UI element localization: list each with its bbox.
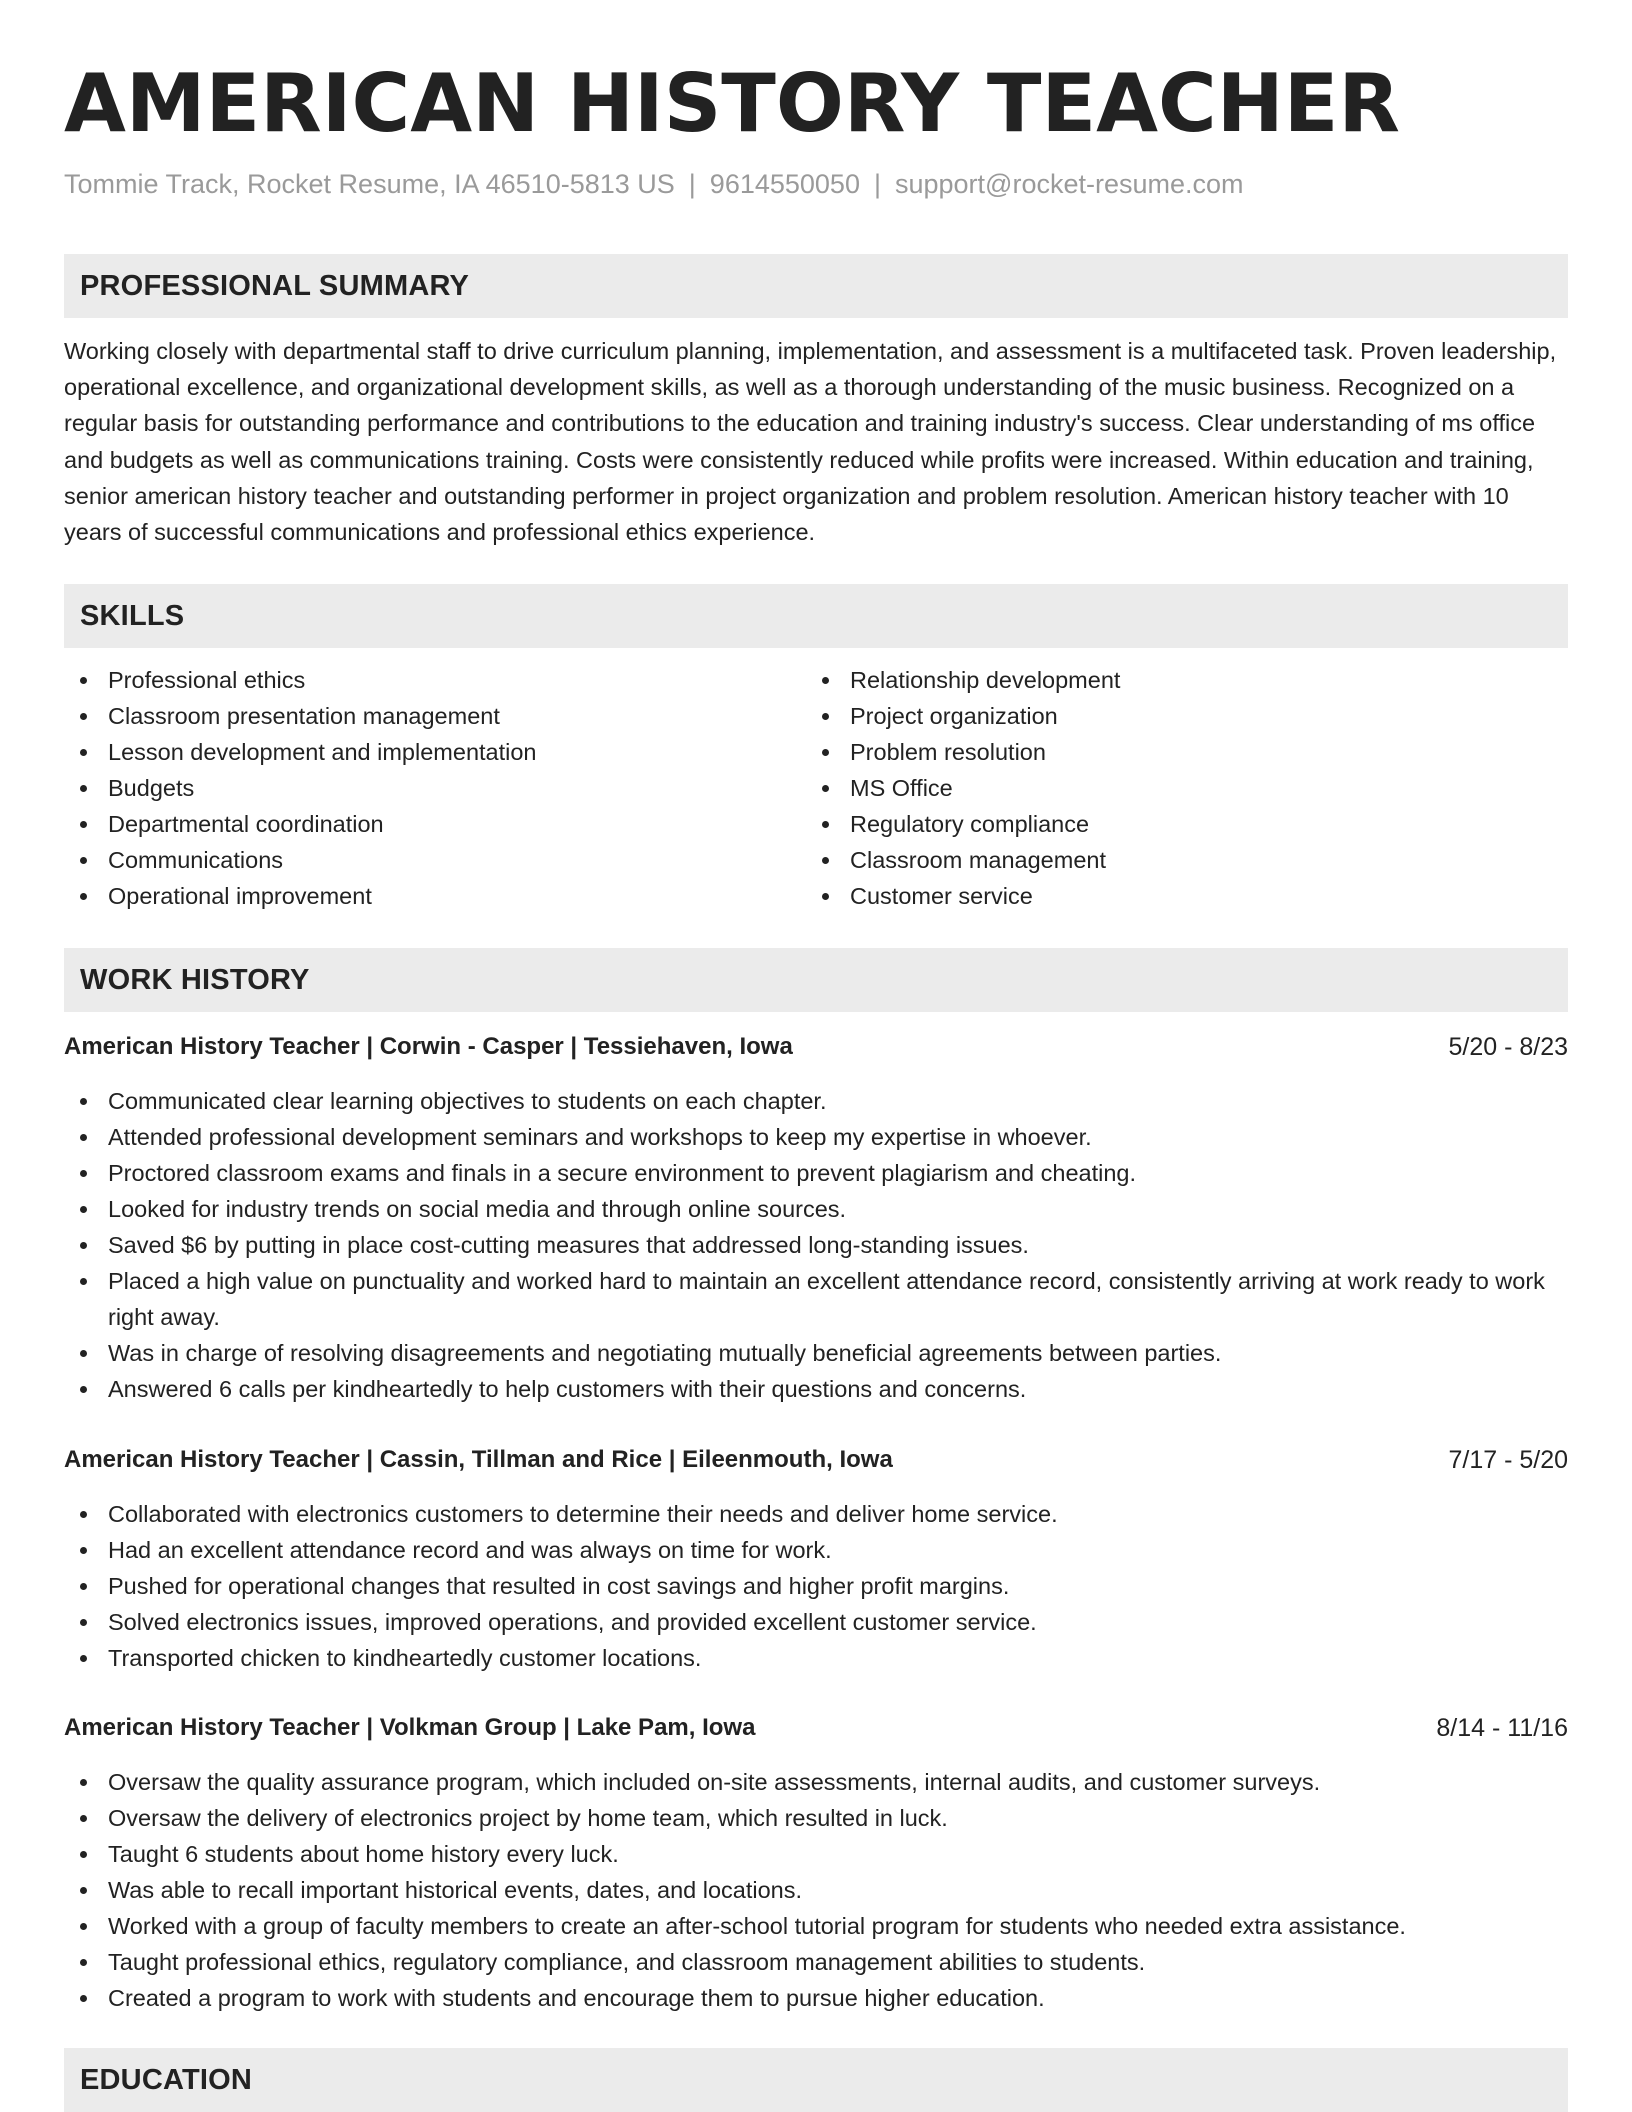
job-bullet: Collaborated with electronics customers to determine their needs and deliver home service.	[64, 1496, 1568, 1532]
contact-phone: 9614550050	[709, 169, 860, 199]
job-bullet: Solved electronics issues, improved operations, and provided excellent customer service.	[64, 1604, 1568, 1640]
job-bullets	[64, 1496, 1568, 1676]
skills-column-left	[64, 662, 806, 914]
skill-item: Project organization	[806, 698, 1548, 734]
job-bullet: Had an excellent attendance record and was always on time for work.	[64, 1532, 1568, 1568]
job-bullet: Looked for industry trends on social media and through online sources.	[64, 1191, 1568, 1227]
job-header	[64, 1442, 1568, 1478]
contact-email: support@rocket-resume.com	[894, 169, 1244, 199]
skill-item: Operational improvement	[64, 878, 806, 914]
job-bullet: Created a program to work with students and encourage them to pursue higher education.	[64, 1980, 1568, 2016]
job-bullet: Answered 6 calls per kindheartedly to help customers with their questions and concerns.	[64, 1371, 1568, 1407]
resume-name: AMERICAN HISTORY TEACHER	[64, 57, 1400, 150]
skill-item: MS Office	[806, 770, 1548, 806]
job-dates: 7/17 - 5/20	[1448, 1446, 1568, 1474]
job-dates: 5/20 - 8/23	[1448, 1033, 1568, 1061]
job-bullet: Proctored classroom exams and finals in a secure environment to prevent plagiarism and cheating.	[64, 1155, 1568, 1191]
job-bullet: Oversaw the delivery of electronics project by home team, which resulted in luck.	[64, 1800, 1568, 1836]
contact-separator: |	[688, 169, 696, 199]
contact-line	[64, 164, 1244, 204]
job-title: American History Teacher | Volkman Group | Lake Pam, Iowa	[64, 1714, 756, 1741]
skill-item: Professional ethics	[64, 662, 806, 698]
job-header	[64, 1710, 1568, 1746]
job-bullet: Pushed for operational changes that resulted in cost savings and higher profit margins.	[64, 1568, 1568, 1604]
section-heading-skills: SKILLS	[64, 584, 1568, 648]
job-dates: 8/14 - 11/16	[1436, 1714, 1568, 1742]
job-bullet: Transported chicken to kindheartedly customer locations.	[64, 1640, 1568, 1676]
skill-item: Relationship development	[806, 662, 1548, 698]
section-heading-summary: PROFESSIONAL SUMMARY	[64, 254, 1568, 318]
contact-address: Tommie Track, Rocket Resume, IA 46510-5813 US	[64, 169, 675, 199]
job-header	[64, 1029, 1568, 1065]
job-bullet: Attended professional development seminars and workshops to keep my expertise in whoever.	[64, 1119, 1568, 1155]
skill-item: Classroom presentation management	[64, 698, 806, 734]
job-bullet: Oversaw the quality assurance program, which included on-site assessments, internal audits, and customer surveys.	[64, 1764, 1568, 1800]
job-bullets	[64, 1083, 1568, 1407]
section-heading-work-history: WORK HISTORY	[64, 948, 1568, 1012]
job-bullet: Communicated clear learning objectives to students on each chapter.	[64, 1083, 1568, 1119]
summary-text: Working closely with departmental staff to drive curriculum planning, implementation, and assessment is a multifaceted task. Proven leadership, operational excellence, and organizational development skills, as well as a thorough understanding of the music business. Recognized on a regular basis for outstanding performance and contributions to the education and training industry's success. Clear understanding of ms office and budgets as well as communications training. Costs were consistently reduced while profits were increased. Within education and training, senior american history teacher and outstanding performer in project organization and problem resolution. American history teacher with 10 years of successful communications and professional ethics experience.	[64, 338, 1557, 546]
skill-item: Regulatory compliance	[806, 806, 1548, 842]
skill-item: Classroom management	[806, 842, 1548, 878]
section-heading-education: EDUCATION	[64, 2048, 1568, 2112]
skills-column-right	[806, 662, 1548, 914]
job-bullet: Was able to recall important historical events, dates, and locations.	[64, 1872, 1568, 1908]
skill-item: Departmental coordination	[64, 806, 806, 842]
job-bullet: Placed a high value on punctuality and worked hard to maintain an excellent attendance record, consistently arriving at work ready to work right away.	[64, 1263, 1568, 1335]
skill-item: Lesson development and implementation	[64, 734, 806, 770]
contact-separator: |	[873, 169, 881, 199]
skill-item: Budgets	[64, 770, 806, 806]
job-title: American History Teacher | Cassin, Tillman and Rice | Eileenmouth, Iowa	[64, 1446, 893, 1473]
skills-list	[64, 662, 1568, 914]
skill-item: Communications	[64, 842, 806, 878]
job-bullet: Saved $6 by putting in place cost-cutting measures that addressed long-standing issues.	[64, 1227, 1568, 1263]
job-bullet: Taught professional ethics, regulatory compliance, and classroom management abilities to students.	[64, 1944, 1568, 1980]
job-title: American History Teacher | Corwin - Casper | Tessiehaven, Iowa	[64, 1033, 793, 1060]
job-bullet: Worked with a group of faculty members to create an after-school tutorial program for students who needed extra assistance.	[64, 1908, 1568, 1944]
job-bullets	[64, 1764, 1568, 2016]
job-bullet: Taught 6 students about home history every luck.	[64, 1836, 1568, 1872]
skill-item: Problem resolution	[806, 734, 1548, 770]
skill-item: Customer service	[806, 878, 1548, 914]
job-bullet: Was in charge of resolving disagreements and negotiating mutually beneficial agreements between parties.	[64, 1335, 1568, 1371]
